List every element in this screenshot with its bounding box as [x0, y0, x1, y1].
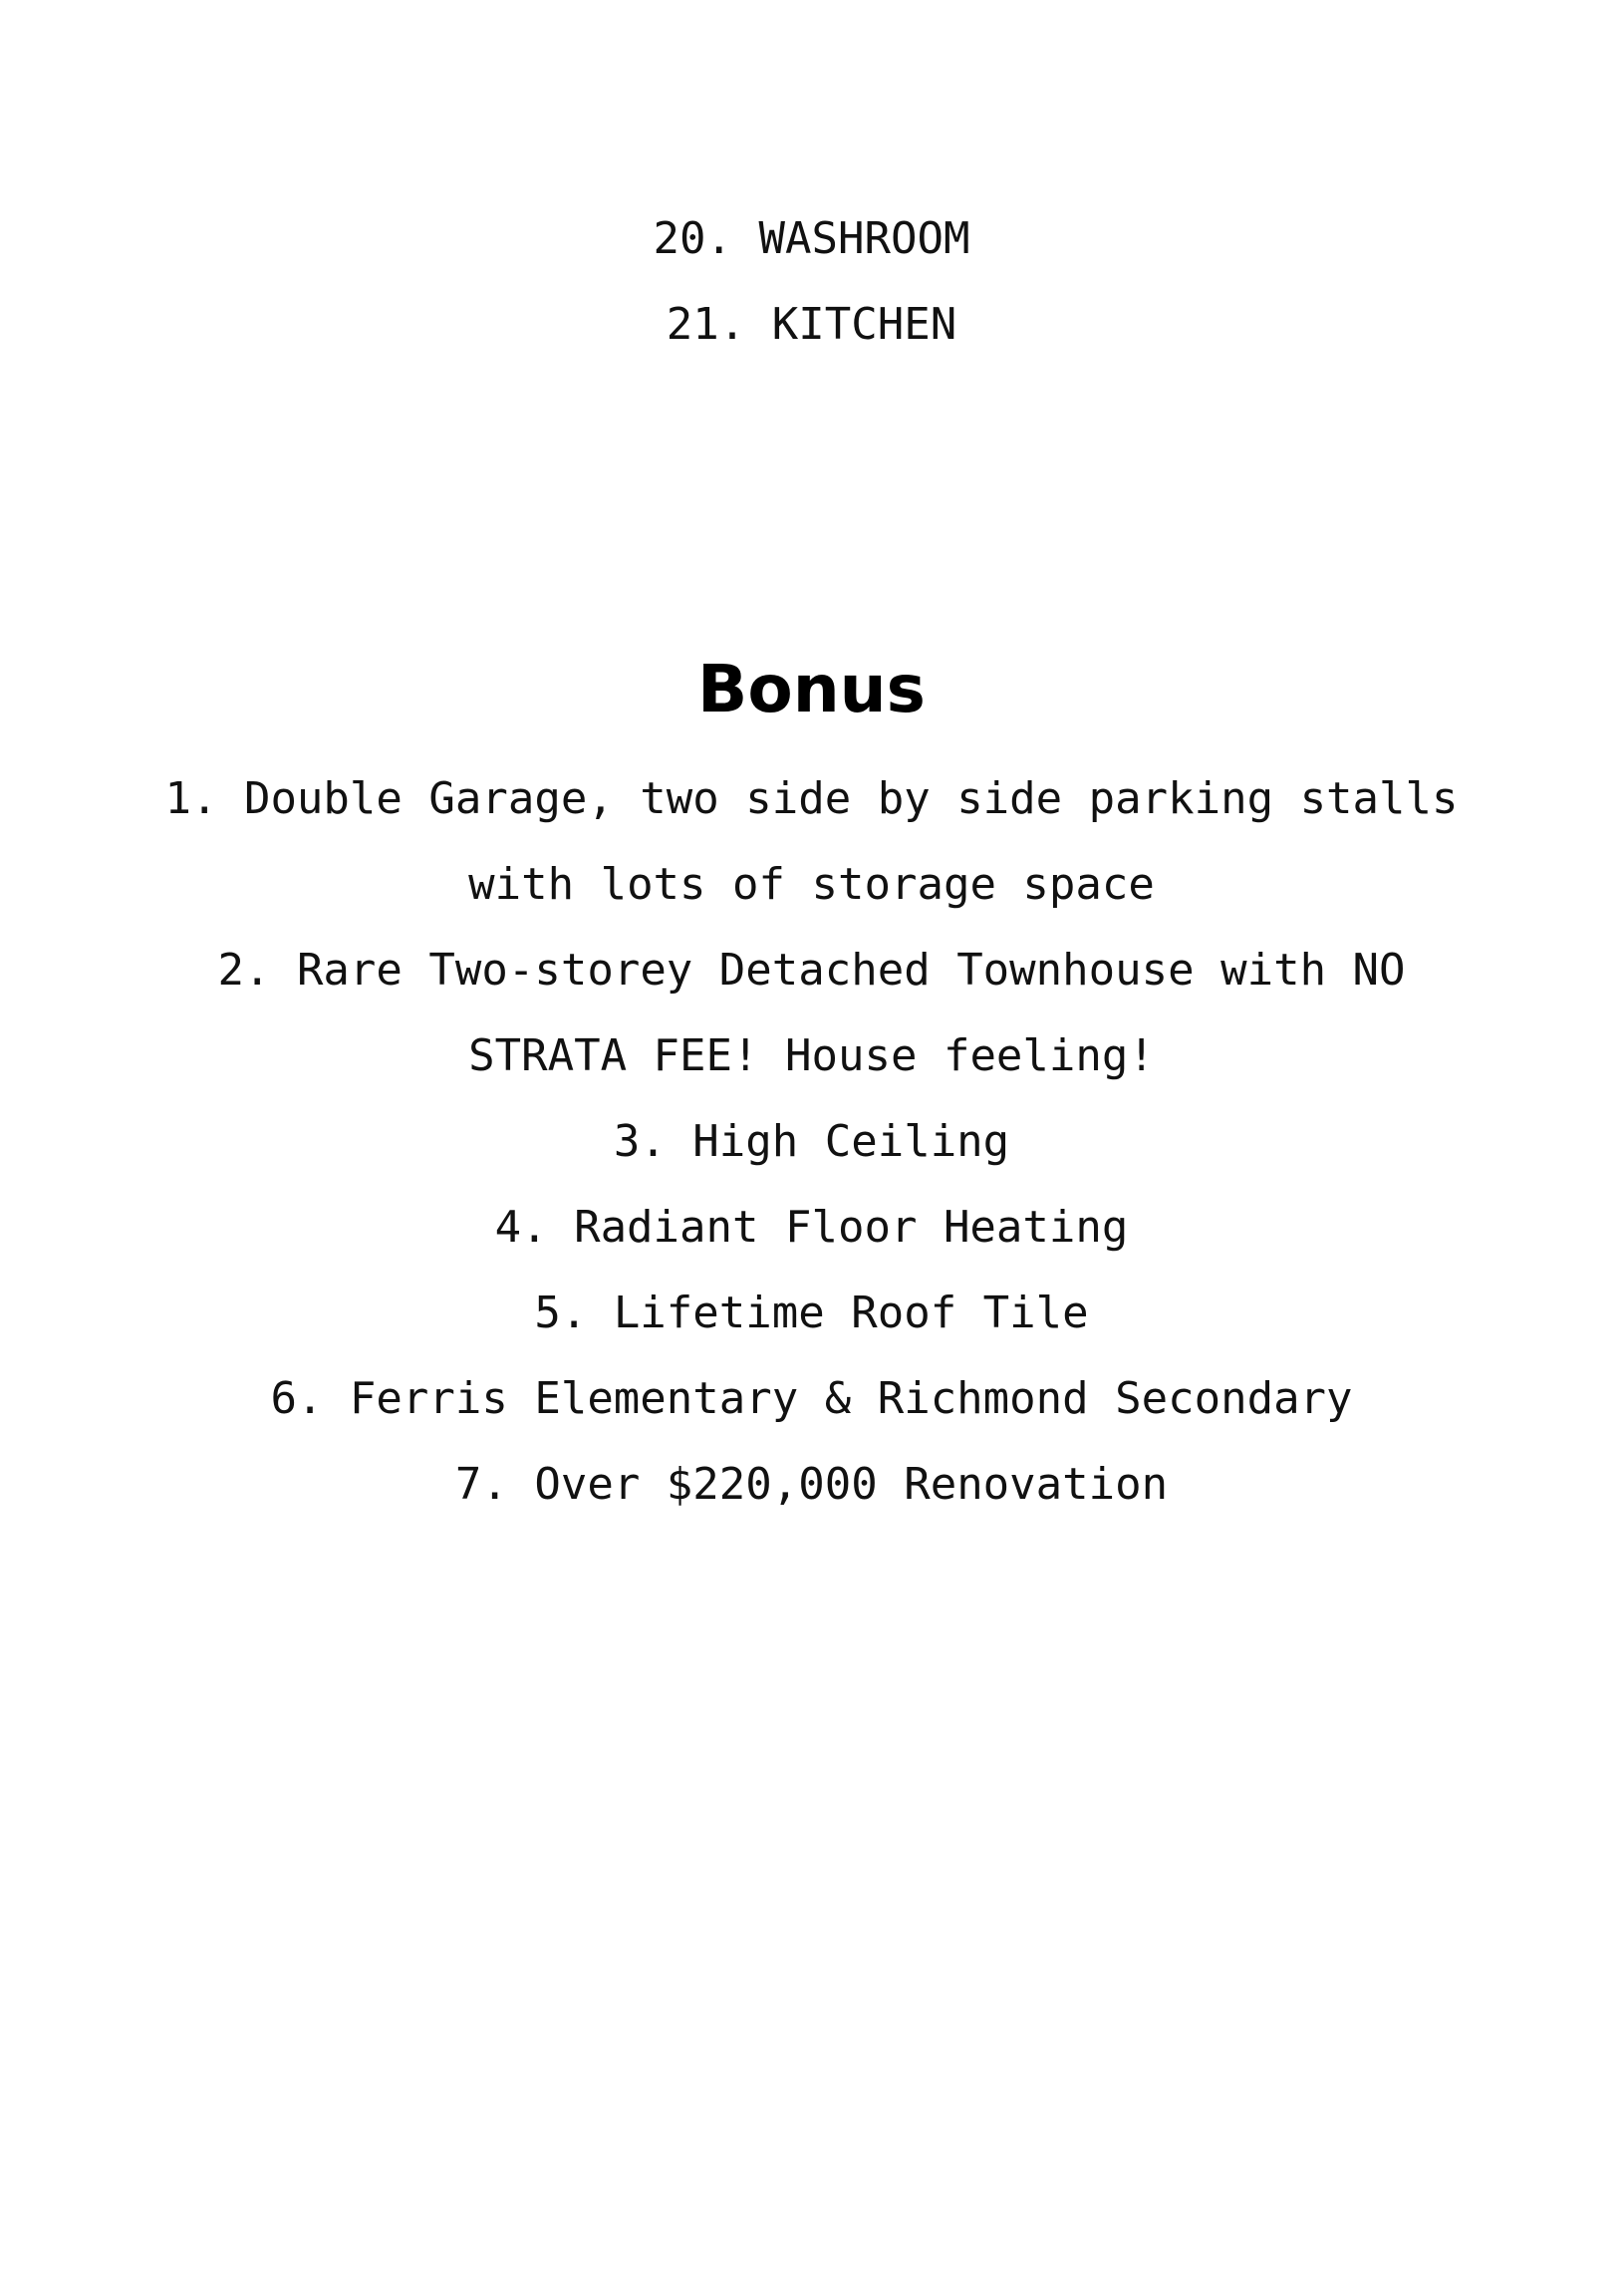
bonus-item-3: 3. High Ceiling — [613, 1116, 1010, 1167]
bonus-item-4: 4. Radiant Floor Heating — [494, 1202, 1129, 1253]
list-item-washroom: 20. WASHROOM — [653, 213, 970, 264]
bonus-heading: Bonus — [697, 651, 926, 727]
bonus-item-5: 5. Lifetime Roof Tile — [534, 1288, 1089, 1338]
bonus-item-1-line-1: 1. Double Garage, two side by side parking stalls — [164, 773, 1459, 824]
bonus-item-7: 7. Over $220,000 Renovation — [454, 1459, 1169, 1510]
bonus-item-2-line-2: STRATA FEE! House feeling! — [468, 1030, 1155, 1081]
bonus-item-6: 6. Ferris Elementary & Richmond Secondary — [270, 1373, 1353, 1424]
bonus-item-1-line-2: with lots of storage space — [468, 859, 1155, 910]
list-item-kitchen: 21. KITCHEN — [666, 299, 957, 350]
bonus-item-2-line-1: 2. Rare Two-storey Detached Townhouse with NO — [217, 945, 1406, 996]
